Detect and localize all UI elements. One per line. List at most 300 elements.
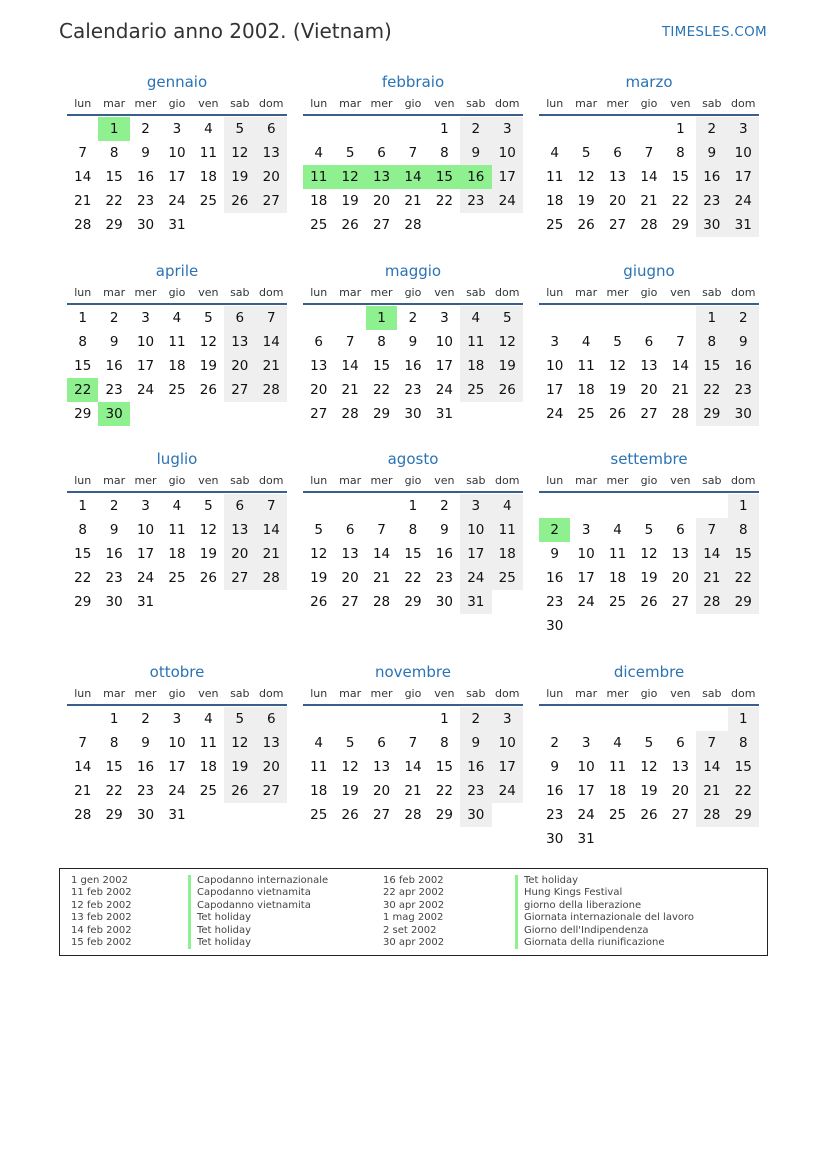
day-cell: 27 (224, 378, 255, 402)
month-ottobre (67, 660, 287, 827)
month-name: marzo (625, 73, 673, 91)
day-cell: 19 (199, 358, 217, 374)
legend-dates-right (383, 875, 444, 949)
day-cell: 2 (539, 518, 570, 542)
day-cell: 25 (199, 193, 217, 209)
weekday-label: mar (103, 96, 126, 110)
day-cell: 7 (78, 735, 87, 751)
day-cell: 25 (168, 570, 186, 586)
day-cell: 16 (105, 546, 123, 562)
weekday-label: mer (606, 686, 629, 700)
day-cell: 11 (608, 546, 627, 562)
month-marzo (539, 70, 759, 237)
day-cell: 7 (408, 145, 418, 161)
day-cell: 26 (640, 807, 658, 823)
brand-logo[interactable]: TIMESLES.COM (661, 24, 767, 40)
day-cell: 28 (341, 406, 359, 422)
day-cell: 24 (435, 382, 453, 398)
day-cell: 5 (224, 707, 255, 731)
weekday-label: gio (640, 473, 658, 487)
day-cell: 28 (372, 594, 391, 610)
day-cell: 23 (546, 807, 564, 823)
day-cell: 25 (608, 807, 627, 823)
day-cell: 5 (204, 310, 213, 326)
day-cell: 25 (310, 807, 328, 823)
day-cell: 13 (256, 731, 287, 755)
day-cell: 26 (341, 217, 359, 233)
day-cell: 23 (728, 378, 759, 402)
day-cell: 11 (546, 169, 564, 185)
day-cell: 23 (546, 594, 564, 610)
day-cell: 28 (696, 590, 727, 614)
day-cell: 2 (696, 117, 727, 141)
day-cell: 14 (256, 518, 287, 542)
day-cell: 3 (440, 310, 449, 326)
weekday-header (539, 682, 759, 706)
weekday-label: lun (310, 686, 328, 700)
legend-date: 12 feb 2002 (71, 899, 132, 911)
legend-holiday-name: Capodanno vietnamita (188, 900, 328, 912)
day-cell: 25 (608, 594, 627, 610)
day-cell: 4 (492, 494, 523, 518)
empty-cell (602, 494, 633, 518)
day-cell: 27 (256, 779, 287, 803)
weekday-label: gio (404, 96, 422, 110)
day-cell: 17 (577, 570, 595, 586)
day-cell: 7 (256, 494, 287, 518)
day-cell: 1 (109, 711, 119, 727)
day-cell: 27 (671, 594, 689, 610)
legend-date: 1 mag 2002 (383, 912, 444, 924)
day-cell: 18 (199, 759, 217, 775)
day-cell: 26 (341, 807, 359, 823)
day-cell: 21 (341, 382, 359, 398)
legend-dates-left (71, 875, 132, 949)
weekday-label: lun (74, 96, 92, 110)
weekday-header (67, 92, 287, 116)
day-cell: 20 (671, 783, 689, 799)
weekday-header (67, 682, 287, 706)
day-cell: 15 (671, 169, 689, 185)
day-cell: 10 (460, 518, 491, 542)
weekday-label: lun (74, 686, 92, 700)
day-cell: 28 (640, 217, 658, 233)
day-cell: 17 (168, 759, 186, 775)
day-cell: 25 (460, 378, 491, 402)
weekday-label: gio (168, 285, 186, 299)
day-cell: 18 (310, 193, 328, 209)
day-grid (539, 707, 759, 851)
month-name: luglio (156, 450, 198, 468)
legend-date: 30 apr 2002 (383, 899, 445, 911)
month-aprile (67, 259, 287, 426)
day-cell: 30 (728, 402, 759, 426)
day-cell: 7 (408, 735, 418, 751)
empty-cell (570, 707, 601, 731)
month-luglio (67, 447, 287, 614)
day-cell: 1 (78, 498, 87, 514)
day-cell: 16 (728, 354, 759, 378)
day-cell: 13 (224, 330, 255, 354)
day-cell: 2 (141, 121, 150, 137)
day-cell: 10 (546, 358, 564, 374)
day-cell: 2 (460, 707, 491, 731)
weekday-label: lun (74, 473, 92, 487)
day-cell: 14 (404, 759, 422, 775)
legend-date: 22 apr 2002 (383, 887, 445, 899)
day-cell: 22 (671, 193, 689, 209)
month-name: febbraio (381, 73, 445, 91)
legend-date: 14 feb 2002 (71, 924, 132, 936)
day-cell: 27 (310, 406, 328, 422)
day-cell: 13 (224, 518, 255, 542)
day-cell: 5 (644, 735, 654, 751)
day-cell: 11 (303, 165, 334, 189)
day-cell: 18 (199, 169, 217, 185)
weekday-label: ven (670, 96, 691, 110)
weekday-label: dom (259, 285, 284, 299)
day-cell: 15 (435, 759, 453, 775)
day-cell: 26 (224, 779, 255, 803)
day-cell: 30 (98, 402, 129, 426)
day-cell: 22 (105, 783, 123, 799)
weekday-label: dom (259, 96, 284, 110)
legend-holiday-name: Tet holiday (188, 912, 328, 924)
day-cell: 17 (136, 358, 155, 374)
legend-holiday-name: Capodanno internazionale (188, 875, 328, 887)
day-cell: 19 (492, 354, 523, 378)
day-cell: 28 (256, 378, 287, 402)
empty-cell (366, 494, 397, 518)
weekday-label: ven (670, 473, 691, 487)
day-cell: 2 (408, 310, 418, 326)
day-cell: 28 (256, 566, 287, 590)
day-cell: 20 (341, 570, 359, 586)
empty-cell (67, 117, 98, 141)
weekday-label: dom (731, 285, 756, 299)
day-cell: 1 (78, 310, 87, 326)
day-cell: 14 (74, 759, 92, 775)
empty-cell (602, 707, 633, 731)
day-cell: 16 (460, 755, 491, 779)
day-cell: 4 (314, 145, 323, 161)
day-cell: 25 (492, 566, 523, 590)
day-cell: 5 (613, 334, 622, 350)
day-cell: 8 (408, 522, 418, 538)
day-grid (67, 707, 287, 827)
day-cell: 5 (581, 145, 591, 161)
legend-holiday-name: Giornata della riunificazione (515, 937, 694, 949)
day-cell: 6 (345, 522, 355, 538)
legend-holiday-name: Giorno dell'Indipendenza (515, 925, 694, 937)
day-cell: 6 (377, 145, 386, 161)
day-cell: 19 (224, 755, 255, 779)
day-cell: 11 (310, 759, 328, 775)
empty-cell (633, 494, 664, 518)
day-cell: 29 (74, 406, 92, 422)
holiday-legend (59, 868, 768, 956)
weekday-label: mar (103, 686, 126, 700)
empty-cell (334, 707, 365, 731)
day-cell: 12 (310, 546, 328, 562)
day-cell: 14 (671, 358, 689, 374)
day-cell: 21 (404, 783, 422, 799)
day-cell: 26 (199, 570, 217, 586)
day-cell: 11 (492, 518, 523, 542)
weekday-label: gio (168, 473, 186, 487)
empty-cell (633, 707, 664, 731)
day-cell: 17 (435, 358, 453, 374)
day-cell: 4 (550, 145, 559, 161)
day-cell: 5 (492, 306, 523, 330)
weekday-label: sab (466, 686, 486, 700)
empty-cell (570, 117, 601, 141)
day-grid (67, 117, 287, 237)
day-cell: 18 (460, 354, 491, 378)
day-cell: 1 (728, 494, 759, 518)
day-cell: 25 (577, 406, 595, 422)
day-cell: 31 (728, 213, 759, 237)
day-cell: 7 (676, 334, 685, 350)
empty-cell (303, 494, 334, 518)
day-cell: 29 (372, 406, 391, 422)
day-cell: 30 (696, 213, 727, 237)
day-cell: 13 (640, 358, 658, 374)
day-cell: 9 (696, 141, 727, 165)
weekday-label: mar (575, 285, 598, 299)
weekday-label: mer (370, 473, 393, 487)
day-cell: 31 (168, 807, 186, 823)
day-grid (303, 494, 523, 614)
weekday-label: mer (134, 473, 157, 487)
day-cell: 17 (460, 542, 491, 566)
day-cell: 16 (546, 570, 564, 586)
weekday-label: sab (466, 473, 486, 487)
day-cell: 24 (168, 783, 186, 799)
empty-cell (665, 707, 696, 731)
weekday-label: mer (606, 96, 629, 110)
weekday-label: dom (495, 96, 520, 110)
day-cell: 1 (676, 121, 685, 137)
day-cell: 16 (460, 165, 491, 189)
month-febbraio (303, 70, 523, 237)
day-cell: 7 (377, 522, 386, 538)
day-cell: 7 (696, 518, 727, 542)
empty-cell (570, 306, 601, 330)
legend-date: 16 feb 2002 (383, 875, 444, 886)
day-cell: 22 (696, 378, 727, 402)
weekday-label: ven (670, 285, 691, 299)
empty-cell (366, 707, 397, 731)
day-cell: 5 (314, 522, 323, 538)
weekday-header (539, 92, 759, 116)
day-cell: 27 (224, 566, 255, 590)
legend-date: 11 feb 2002 (71, 887, 132, 899)
day-cell: 15 (696, 354, 727, 378)
day-cell: 9 (728, 330, 759, 354)
day-cell: 19 (199, 546, 217, 562)
day-cell: 18 (492, 542, 523, 566)
weekday-label: gio (168, 686, 186, 700)
day-cell: 31 (435, 406, 453, 422)
page-title: Calendario anno 2002. (Vietnam) (59, 19, 392, 43)
day-cell: 19 (341, 193, 359, 209)
day-cell: 28 (74, 217, 92, 233)
weekday-label: lun (310, 96, 328, 110)
day-cell: 23 (696, 189, 727, 213)
day-cell: 19 (577, 193, 595, 209)
weekday-label: mer (370, 285, 393, 299)
day-cell: 7 (696, 731, 727, 755)
day-cell: 9 (460, 731, 491, 755)
day-cell: 11 (608, 759, 627, 775)
day-cell: 2 (141, 711, 150, 727)
day-cell: 26 (640, 594, 658, 610)
weekday-label: sab (702, 96, 722, 110)
day-cell: 10 (728, 141, 759, 165)
weekday-label: ven (434, 96, 455, 110)
day-cell: 17 (136, 546, 155, 562)
day-cell: 21 (372, 570, 391, 586)
day-cell: 21 (696, 566, 727, 590)
day-cell: 24 (577, 594, 595, 610)
weekday-header (303, 469, 523, 493)
day-cell: 14 (696, 542, 727, 566)
weekday-label: gio (640, 285, 658, 299)
day-cell: 17 (728, 165, 759, 189)
weekday-label: mer (606, 473, 629, 487)
day-cell: 21 (671, 382, 689, 398)
weekday-label: mar (339, 473, 362, 487)
day-cell: 28 (74, 807, 92, 823)
day-cell: 20 (608, 193, 627, 209)
day-cell: 8 (696, 330, 727, 354)
weekday-label: gio (404, 285, 422, 299)
day-cell: 11 (460, 330, 491, 354)
day-cell: 29 (696, 402, 727, 426)
weekday-label: lun (546, 473, 564, 487)
day-cell: 10 (577, 759, 595, 775)
day-cell: 21 (696, 779, 727, 803)
day-cell: 25 (546, 217, 564, 233)
day-cell: 16 (105, 358, 123, 374)
empty-cell (334, 306, 365, 330)
day-cell: 23 (136, 193, 155, 209)
day-cell: 31 (577, 831, 595, 847)
day-cell: 13 (366, 165, 397, 189)
day-cell: 30 (460, 803, 491, 827)
month-dicembre (539, 660, 759, 851)
day-cell: 15 (404, 546, 422, 562)
legend-names-right (515, 875, 694, 949)
day-cell: 24 (136, 382, 155, 398)
day-cell: 3 (141, 498, 150, 514)
empty-cell (397, 707, 428, 731)
day-cell: 25 (199, 783, 217, 799)
day-cell: 24 (728, 189, 759, 213)
day-cell: 8 (109, 145, 119, 161)
weekday-label: sab (702, 686, 722, 700)
weekday-label: gio (640, 686, 658, 700)
day-cell: 28 (696, 803, 727, 827)
day-cell: 24 (546, 406, 564, 422)
month-agosto (303, 447, 523, 614)
day-cell: 22 (404, 570, 422, 586)
day-cell: 15 (429, 165, 460, 189)
month-name: gennaio (146, 73, 208, 91)
day-cell: 29 (435, 807, 453, 823)
day-cell: 13 (671, 759, 689, 775)
weekday-label: sab (466, 96, 486, 110)
day-cell: 4 (204, 121, 213, 137)
day-cell: 4 (172, 498, 182, 514)
weekday-label: dom (259, 686, 284, 700)
day-cell: 27 (341, 594, 359, 610)
day-cell: 1 (440, 121, 449, 137)
day-cell: 8 (78, 334, 87, 350)
month-novembre (303, 660, 523, 827)
weekday-label: dom (259, 473, 284, 487)
day-cell: 25 (310, 217, 328, 233)
day-cell: 10 (136, 522, 155, 538)
day-cell: 7 (256, 306, 287, 330)
day-cell: 7 (644, 145, 654, 161)
day-cell: 6 (644, 334, 654, 350)
day-cell: 30 (546, 831, 564, 847)
day-cell: 23 (460, 779, 491, 803)
day-cell: 18 (577, 382, 595, 398)
day-cell: 29 (404, 594, 422, 610)
day-cell: 11 (199, 735, 217, 751)
day-cell: 6 (377, 735, 386, 751)
day-cell: 20 (372, 783, 391, 799)
legend-date: 1 gen 2002 (71, 875, 129, 886)
day-cell: 20 (372, 193, 391, 209)
day-grid (303, 117, 523, 237)
empty-cell (334, 117, 365, 141)
day-cell: 10 (435, 334, 453, 350)
day-cell: 4 (581, 334, 591, 350)
weekday-label: dom (731, 473, 756, 487)
day-cell: 23 (105, 570, 123, 586)
month-maggio (303, 259, 523, 426)
day-grid (67, 306, 287, 426)
legend-holiday-name: Capodanno vietnamita (188, 887, 328, 899)
day-cell: 19 (608, 382, 627, 398)
day-grid (539, 117, 759, 237)
weekday-label: gio (640, 96, 658, 110)
day-cell: 21 (640, 193, 658, 209)
day-cell: 29 (105, 807, 123, 823)
day-cell: 24 (492, 189, 523, 213)
day-cell: 15 (105, 169, 123, 185)
weekday-label: mar (575, 473, 598, 487)
day-cell: 28 (671, 406, 689, 422)
weekday-label: ven (434, 473, 455, 487)
legend-holiday-name: Tet holiday (515, 875, 694, 887)
empty-cell (67, 707, 98, 731)
day-cell: 1 (696, 306, 727, 330)
day-grid (67, 494, 287, 614)
empty-cell (696, 494, 727, 518)
day-cell: 22 (105, 193, 123, 209)
day-cell: 8 (109, 735, 119, 751)
day-cell: 23 (435, 570, 453, 586)
weekday-label: mer (134, 686, 157, 700)
day-cell: 16 (696, 165, 727, 189)
day-cell: 20 (256, 755, 287, 779)
day-cell: 22 (435, 783, 453, 799)
